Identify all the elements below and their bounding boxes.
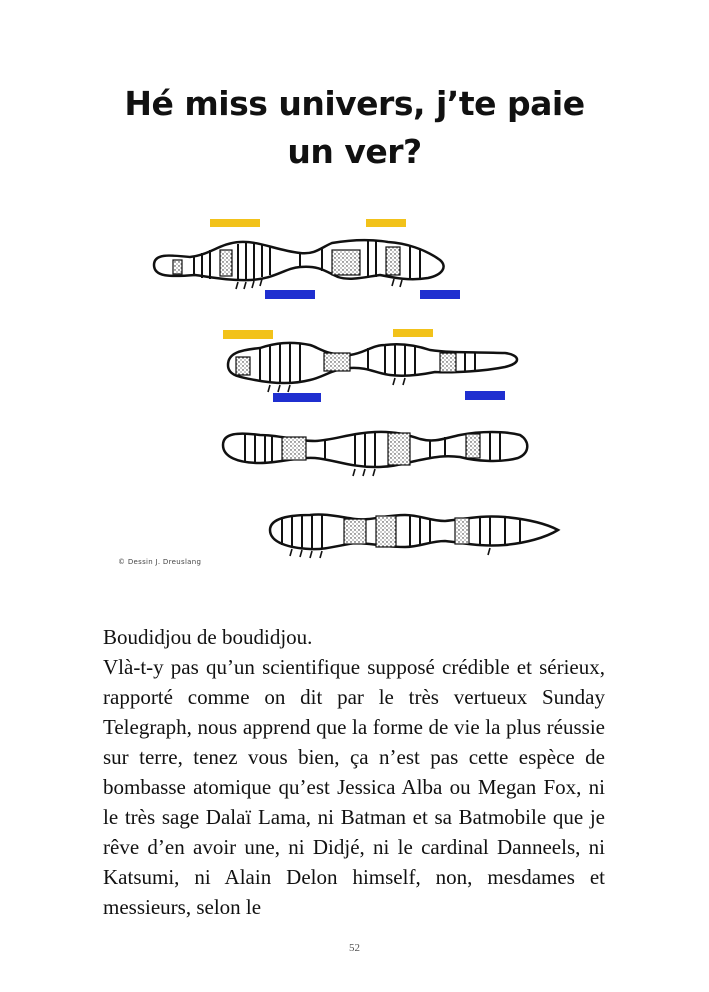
worm-4 [270, 514, 558, 558]
page-number: 52 [349, 942, 360, 954]
yellow-bar [223, 330, 273, 339]
worms-drawing [110, 205, 590, 575]
page-title: Hé miss univers, j’te paie un ver? [124, 84, 585, 171]
yellow-bar [366, 219, 406, 227]
body-paragraph: Vlà-t-y pas qu’un scientifique supposé crédible et sérieux, rapporté comme on dit par le très vertueux Sunday Telegraph, nous apprend que la forme de vie la plus réussie sur terre, tenez vous bien, ça n’est pas cette espèce de bombasse atomique qu’est Jessica Alba ou Megan Fox, ni le très sage Dalaï Lama, ni Batman et sa Batmobile que je rêve d’en avoir une, ni Didjé, ni le cardinal Danneels, ni Katsumi, ni Alain Delon himself, non, mesdames et messieurs, selon le [103, 655, 605, 919]
blue-bar [420, 290, 460, 299]
figure-credit: © Dessin J. Dreuslang [118, 558, 202, 566]
yellow-bar [210, 219, 260, 227]
blue-bar [273, 393, 321, 402]
blue-bar [465, 391, 505, 400]
worm-illustration [110, 205, 590, 575]
worm-1 [154, 240, 444, 289]
body-text [103, 622, 605, 922]
worm-2 [228, 343, 517, 392]
opening-line: Boudidjou de boudidjou. [103, 625, 313, 649]
blue-bar [265, 290, 315, 299]
worm-3 [223, 432, 527, 476]
yellow-bar [393, 329, 433, 337]
